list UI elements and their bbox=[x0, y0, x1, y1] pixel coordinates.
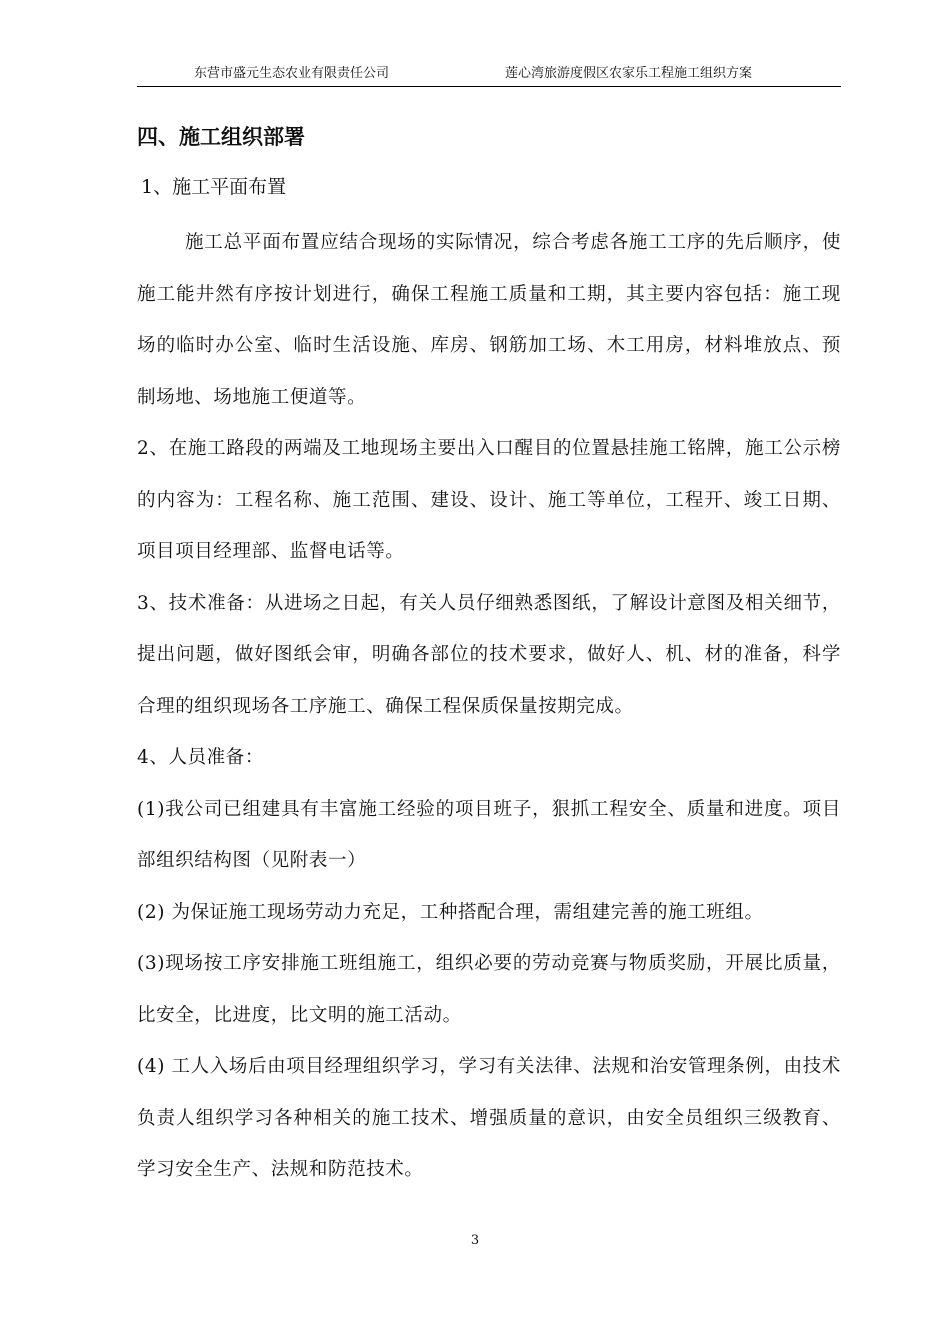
page-header bbox=[137, 64, 841, 84]
paragraph-personnel-heading: 4、人员准备： bbox=[137, 747, 264, 768]
paragraph-item-1: (1)我公司已组建具有丰富施工经验的项目班子，狠抓工程安全、质量和进度。项目部组织结构图（见附表一） bbox=[137, 798, 841, 871]
paragraph-item-3: (3)现场按工序安排施工班组施工，组织必要的劳动竞赛与物质奖励，开展比质量，比安全，比进度，比文明的施工活动。 bbox=[137, 953, 841, 1026]
header-company: 东营市盛元生态农业有限责任公司 bbox=[194, 66, 390, 81]
page-body bbox=[137, 115, 841, 1196]
paragraph-item-4: (4) 工人入场后由项目经理组织学习，学习有关法律、法规和治安管理条例，由技术负责人组织学习各种相关的施工技术、增强质量的意识，由安全员组织三级教育、学习安全生产、法规和防范技术。 bbox=[137, 1056, 841, 1180]
paragraph-technical-prep: 3、技术准备：从进场之日起，有关人员仔细熟悉图纸，了解设计意图及相关细节，提出问题，做好图纸会审，明确各部位的技术要求，做好人、机、材的准备，科学合理的组织现场各工序施工、确保工程保质保量按期完成。 bbox=[137, 592, 841, 717]
header-doc-title: 莲心湾旅游度假区农家乐工程施工组织方案 bbox=[505, 66, 753, 81]
subsection-heading: 1、施工平面布置 bbox=[141, 176, 287, 198]
paragraph-layout: 施工总平面布置应结合现场的实际情况，综合考虑各施工工序的先后顺序，使施工能井然有序按计划进行，确保工程施工质量和工期，其主要内容包括：施工现场的临时办公室、临时生活设施、库房、钢筋加工场、木工用房，材料堆放点、预制场地、场地施工便道等。 bbox=[137, 232, 841, 408]
page-number: 3 bbox=[470, 1233, 480, 1248]
section-heading: 四、施工组织部署 bbox=[137, 125, 305, 149]
paragraph-signage: 2、在施工路段的两端及工地现场主要出入口醒目的位置悬挂施工铭牌，施工公示榜的内容为：工程名称、施工范围、建设、设计、施工等单位，工程开、竣工日期、项目项目经理部、监督电话等。 bbox=[137, 438, 841, 562]
paragraph-item-2: (2) 为保证施工现场劳动力充足，工种搭配合理，需组建完善的施工班组。 bbox=[137, 901, 764, 923]
header-divider bbox=[137, 86, 841, 87]
